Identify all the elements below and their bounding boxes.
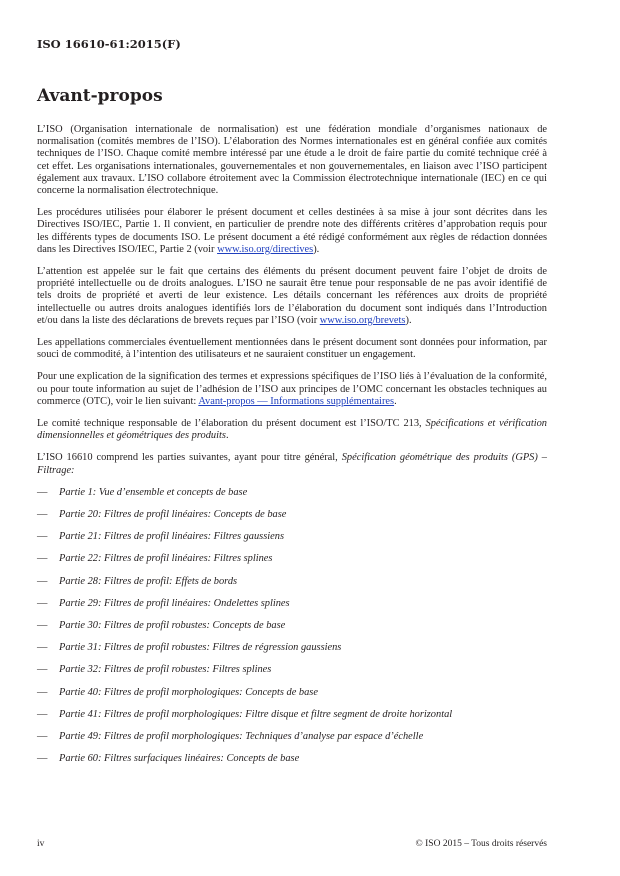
paragraph-iso-intro: L’ISO (Organisation internationale de normalisation) est une fédération mondiale d’organismes nationaux de normalisation (comités membres de l’ISO). L’élaboration des Normes internationales est en général confiée aux comités techniques de l’ISO. Chaque comité membre intéressé par une étude a le droit de faire partie du comité technique créé à cet effet. Les organisations internationales, gouvernementales et non gouvernementales, en liaison avec l’ISO participent également aux travaux. L’ISO collabore étroitement avec la Commission électrotechnique internationale (IEC) en ce qui concerne la normalisation électrotechnique. (37, 124, 547, 197)
dash-bullet: — (37, 708, 48, 720)
foreword-info-link[interactable]: Avant-propos — Informations supplémentaires (198, 395, 395, 407)
part-title: Partie 28: Filtres de profil: Effets de bords (59, 575, 238, 587)
part-title: Partie 32: Filtres de profil robustes: Filtres splines (59, 664, 272, 676)
page-number: iv (37, 839, 45, 849)
dash-bullet: — (37, 686, 48, 698)
part-title: Partie 31: Filtres de profil robustes: Filtres de régression gaussiens (59, 642, 342, 654)
part-title: Partie 60: Filtres surfaciques linéaires: Concepts de base (59, 753, 300, 765)
dash-bullet: — (37, 509, 48, 521)
copyright-notice: © ISO 2015 – Tous droits réservés (415, 839, 547, 849)
paragraph-parts-intro (37, 452, 547, 476)
list-item (37, 509, 547, 531)
paragraph-trade-names: Les appellations commerciales éventuellement mentionnées dans le présent document sont données pour information, par souci de commodité, à l’intention des utilisateurs et ne sauraient constituer un engagement. (37, 337, 547, 361)
part-title: Partie 49: Filtres de profil morphologiques: Techniques d’analyse par espace d’échelle (59, 730, 424, 742)
general-title: Spécification géométrique des produits (GPS) – Filtrage: (37, 452, 547, 476)
dash-bullet: — (37, 553, 48, 565)
paragraph-text: ). (313, 243, 320, 255)
list-item (37, 664, 547, 686)
dash-bullet: — (37, 486, 48, 498)
paragraph-text: L’attention est appelée sur le fait que certains des éléments du présent document peuvent faire l’objet de droits de propriété intellectuelle ou de droits analogues. L’ISO ne saurait être tenue pour responsable de ne pas avoir identifié de tels droits de propriété et averti de leur existence. Les détails concernant les références aux droits de propriété intellectuelle ou autres droits analogues identifiés lors de l’élaboration du document sont indiqués dans l’Introduction et/ou dans la liste des déclarations de brevets reçues par l’ISO (voir (37, 266, 547, 326)
dash-bullet: — (37, 753, 48, 765)
paragraph-conformity (37, 371, 547, 408)
paragraph-text: Les procédures utilisées pour élaborer le présent document et celles destinées à sa mise à jour sont décrites dans les Directives ISO/IEC, Partie 1. Il convient, en particulier de prendre note des différents critères d’approbation requis pour les différents types de documents ISO. Le présent document a été rédigé conformément aux règles de rédaction données dans les Directives ISO/IEC, Partie 2 (voir (37, 207, 547, 255)
page-title: Avant-propos (37, 86, 163, 106)
list-item (37, 553, 547, 575)
part-title: Partie 40: Filtres de profil morphologiques: Concepts de base (59, 686, 318, 698)
list-item (37, 531, 547, 553)
dash-bullet: — (37, 730, 48, 742)
dash-bullet: — (37, 642, 48, 654)
paragraph-text: L’ISO 16610 comprend les parties suivantes, ayant pour titre général, (37, 452, 342, 464)
patents-link[interactable]: www.iso.org/brevets (319, 314, 406, 326)
part-title: Partie 29: Filtres de profil linéaires: Ondelettes splines (59, 597, 290, 609)
dash-bullet: — (37, 597, 48, 609)
list-item (37, 642, 547, 664)
parts-list (37, 487, 547, 775)
part-title: Partie 20: Filtres de profil linéaires: Concepts de base (59, 509, 287, 521)
part-title: Partie 1: Vue d’ensemble et concepts de base (59, 486, 248, 498)
part-title: Partie 41: Filtres de profil morphologiques: Filtre disque et filtre segment de droite horizontal (59, 708, 453, 720)
paragraph-text: . (394, 395, 397, 407)
paragraph-procedures (37, 207, 547, 256)
paragraph-text: . (225, 430, 229, 442)
dash-bullet: — (37, 664, 48, 676)
dash-bullet: — (37, 531, 48, 543)
list-item (37, 687, 547, 709)
paragraph-text: Le comité technique responsable de l’élaboration du présent document est l’ISO/TC 213, (37, 418, 426, 430)
committee-title: Spécifications et vérification dimensionnelles et géométriques des produits (37, 418, 547, 442)
part-title: Partie 30: Filtres de profil robustes: Concepts de base (59, 620, 286, 631)
part-title: Partie 22: Filtres de profil linéaires: Filtres splines (59, 553, 273, 565)
document-body (37, 124, 547, 775)
dash-bullet: — (37, 620, 48, 631)
list-item (37, 620, 547, 642)
paragraph-patents (37, 266, 547, 327)
list-item (37, 709, 547, 731)
dash-bullet: — (37, 575, 48, 587)
list-item (37, 731, 547, 753)
paragraph-text: ). (405, 314, 412, 326)
directives-link[interactable]: www.iso.org/directives (217, 243, 314, 255)
part-title: Partie 21: Filtres de profil linéaires: Filtres gaussiens (59, 531, 285, 543)
list-item (37, 753, 547, 775)
list-item (37, 487, 547, 509)
document-id: ISO 16610-61:2015(F) (37, 37, 181, 51)
paragraph-text: Pour une explication de la signification des termes et expressions spécifiques de l’ISO liés à l’évaluation de la conformité, ou pour toute information au sujet de l’adhésion de l’ISO aux principes de l’OMC concernant les obstacles techniques au commerce (OTC), voir le lien suivant: (37, 371, 547, 407)
paragraph-committee (37, 418, 547, 442)
list-item (37, 598, 547, 620)
list-item (37, 576, 547, 598)
